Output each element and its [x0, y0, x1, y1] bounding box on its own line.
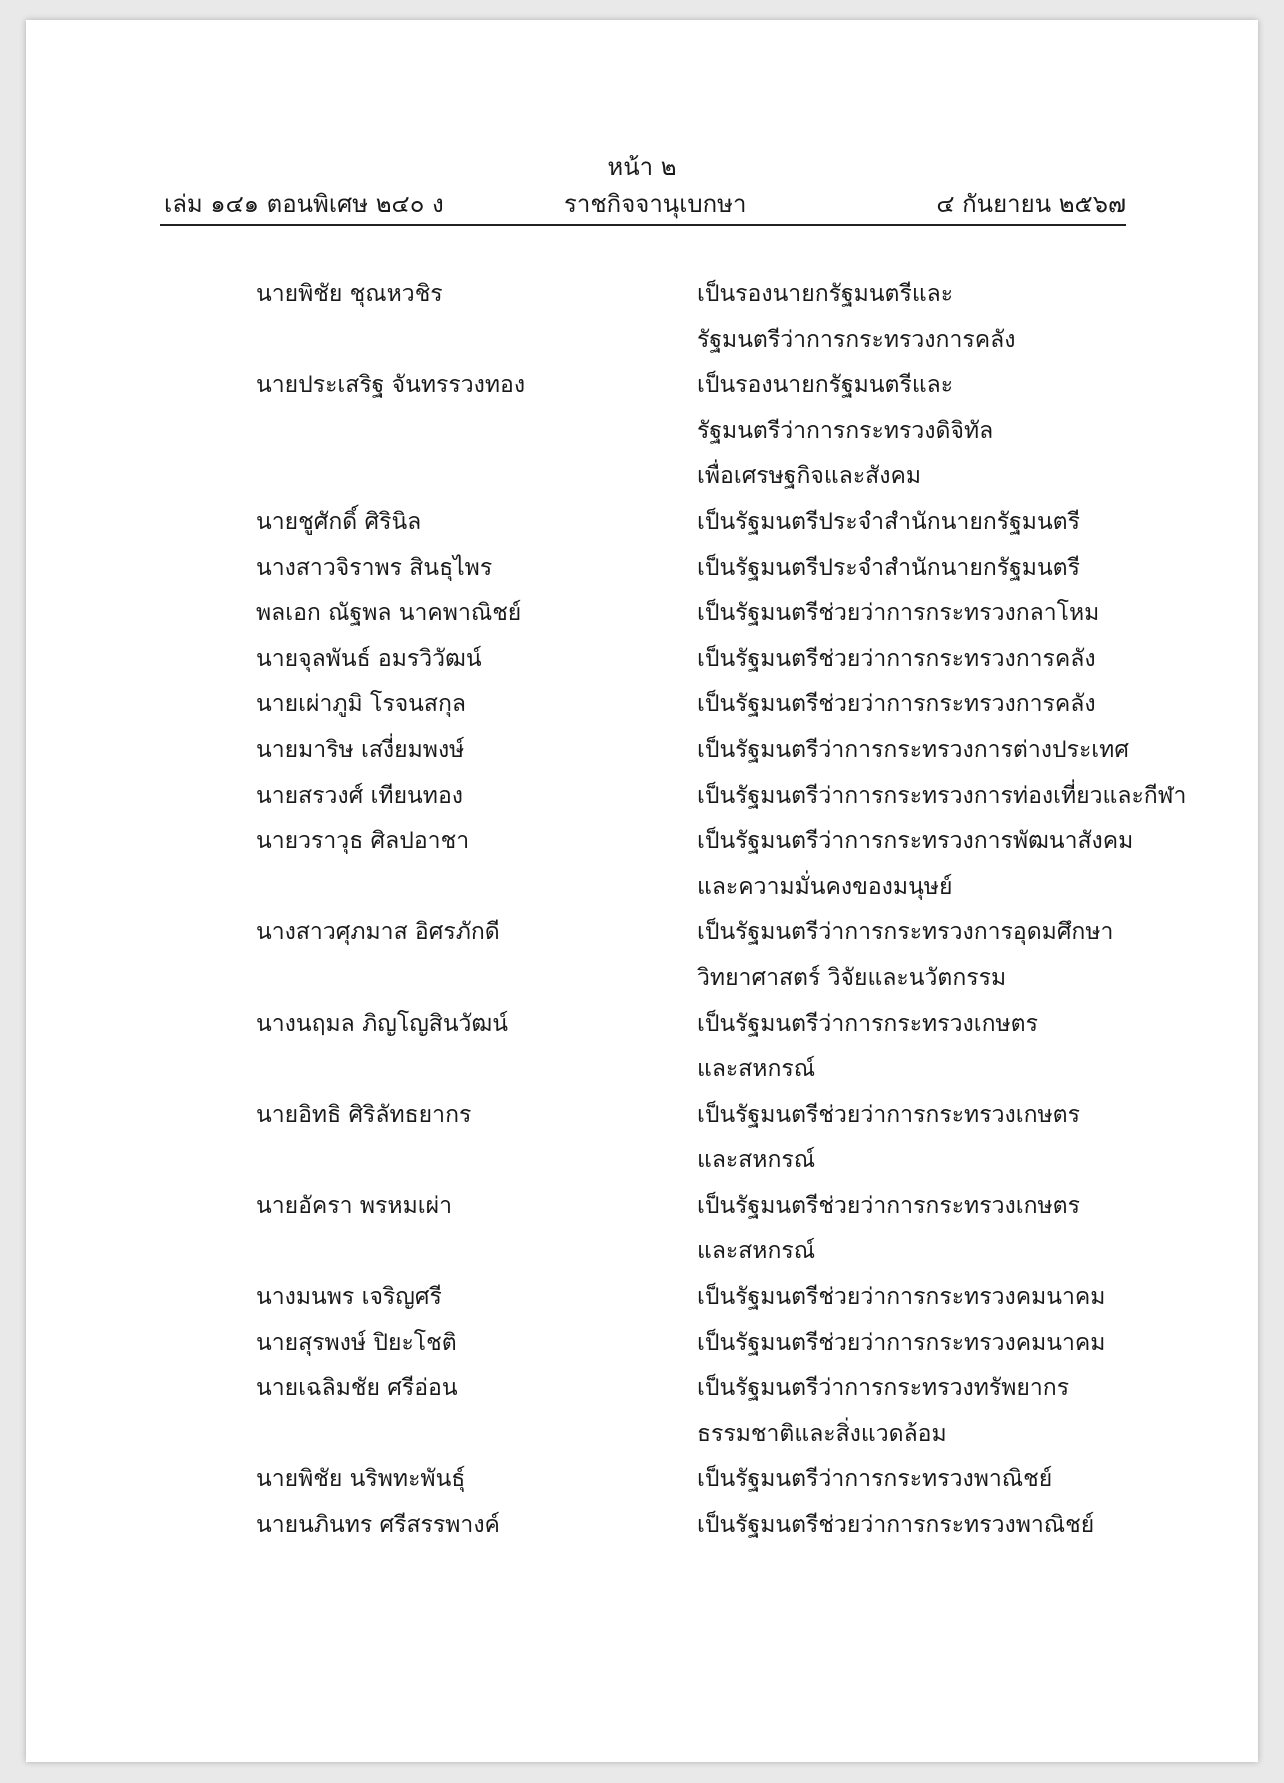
- position-line: เป็นรัฐมนตรีช่วยว่าการกระทรวงกลาโหม: [697, 600, 1100, 627]
- appointment-entry: [26, 728, 1258, 774]
- minister-name: นายประเสริฐ จันทรรวงทอง: [256, 372, 526, 399]
- position-line: เป็นรัฐมนตรีว่าการกระทรวงพาณิชย์: [697, 1466, 1053, 1493]
- appointment-entry: [26, 1184, 1258, 1275]
- position-line: เป็นรัฐมนตรีว่าการกระทรวงการท่องเที่ยวและกีฬา: [697, 782, 1187, 809]
- position-line: เป็นรัฐมนตรีช่วยว่าการกระทรวงเกษตร: [697, 1192, 1080, 1219]
- position-title: [697, 1366, 1147, 1457]
- position-title: [697, 774, 1187, 820]
- appointment-entry: [26, 682, 1258, 728]
- appointment-entry: [26, 1321, 1258, 1367]
- position-line: เป็นรองนายกรัฐมนตรีและ: [697, 372, 954, 399]
- position-title: [697, 1275, 1147, 1321]
- appointment-entry: [26, 774, 1258, 820]
- minister-name: พลเอก ณัฐพล นาคพาณิชย์: [256, 600, 522, 627]
- position-line: และสหกรณ์: [697, 1056, 816, 1083]
- position-title: [697, 363, 1147, 500]
- appointment-entry: [26, 1457, 1258, 1503]
- minister-name: นายเผ่าภูมิ โรจนสกุล: [256, 691, 466, 718]
- minister-name: นางสาวจิราพร สินธุไพร: [256, 554, 493, 581]
- position-title: [697, 1093, 1147, 1184]
- position-line: และสหกรณ์: [697, 1238, 816, 1265]
- position-line: เป็นรัฐมนตรีช่วยว่าการกระทรวงเกษตร: [697, 1101, 1080, 1128]
- minister-name: นายนภินทร ศรีสรรพางค์: [256, 1512, 500, 1539]
- appointment-entry: [26, 819, 1258, 910]
- appointment-entry: [26, 1275, 1258, 1321]
- position-line: ธรรมชาติและสิ่งแวดล้อม: [697, 1420, 947, 1447]
- position-title: [697, 1002, 1147, 1093]
- minister-name: นายจุลพันธ์ อมรวิวัฒน์: [256, 645, 482, 672]
- minister-name: นายสรวงศ์ เทียนทอง: [256, 782, 463, 809]
- position-title: [697, 500, 1147, 546]
- position-line: เป็นรัฐมนตรีว่าการกระทรวงการต่างประเทศ: [697, 736, 1129, 763]
- minister-name: นางมนพร เจริญศรี: [256, 1284, 442, 1311]
- minister-name: นายสุรพงษ์ ปิยะโชติ: [256, 1329, 457, 1356]
- publication-date: ๔ กันยายน ๒๕๖๗: [936, 190, 1126, 218]
- appointment-entry: [26, 1503, 1258, 1549]
- position-line: เป็นรัฐมนตรีว่าการกระทรวงเกษตร: [697, 1010, 1038, 1037]
- gazette-title: ราชกิจจานุเบกษา: [564, 190, 747, 218]
- position-title: [697, 819, 1147, 910]
- position-title: [697, 1184, 1147, 1275]
- appointment-entry: [26, 910, 1258, 1001]
- position-line: เป็นรัฐมนตรีประจำสำนักนายกรัฐมนตรี: [697, 554, 1080, 581]
- volume-issue: เล่ม ๑๔๑ ตอนพิเศษ ๒๔๐ ง: [164, 190, 444, 218]
- position-line: รัฐมนตรีว่าการกระทรวงการคลัง: [697, 326, 1016, 353]
- minister-name: นายเฉลิมชัย ศรีอ่อน: [256, 1375, 458, 1402]
- position-line: รัฐมนตรีว่าการกระทรวงดิจิทัล: [697, 417, 994, 444]
- appointment-entry: [26, 1366, 1258, 1457]
- header-rule: [160, 224, 1126, 226]
- minister-name: นายอิทธิ ศิริลัทธยากร: [256, 1101, 472, 1128]
- position-title: [697, 272, 1147, 363]
- minister-name: นายพิชัย นริพทะพันธุ์: [256, 1466, 466, 1493]
- position-line: เป็นรองนายกรัฐมนตรีและ: [697, 281, 954, 307]
- position-title: [697, 1321, 1147, 1367]
- position-line: เป็นรัฐมนตรีประจำสำนักนายกรัฐมนตรี: [697, 508, 1080, 535]
- appointment-entry: [26, 637, 1258, 683]
- appointment-entry: [26, 500, 1258, 546]
- position-line: เพื่อเศรษฐกิจและสังคม: [697, 463, 921, 490]
- position-line: และความมั่นคงของมนุษย์: [697, 873, 953, 900]
- appointment-entry: [26, 1002, 1258, 1093]
- position-title: [697, 1503, 1147, 1549]
- position-line: เป็นรัฐมนตรีว่าการกระทรวงการอุดมศึกษา: [697, 919, 1114, 946]
- position-title: [697, 910, 1147, 1001]
- appointment-entry: [26, 546, 1258, 592]
- appointment-entry: [26, 1093, 1258, 1184]
- minister-name: นายชูศักดิ์ ศิรินิล: [256, 508, 422, 535]
- position-line: วิทยาศาสตร์ วิจัยและนวัตกรรม: [697, 964, 1007, 991]
- position-line: เป็นรัฐมนตรีช่วยว่าการกระทรวงการคลัง: [697, 645, 1096, 672]
- position-title: [697, 682, 1147, 728]
- position-line: เป็นรัฐมนตรีว่าการกระทรวงการพัฒนาสังคม: [697, 828, 1134, 855]
- minister-name: นางสาวศุภมาส อิศรภักดี: [256, 919, 500, 946]
- appointment-list: [26, 272, 1258, 1549]
- position-line: เป็นรัฐมนตรีช่วยว่าการกระทรวงคมนาคม: [697, 1329, 1106, 1356]
- page-number: หน้า ๒: [607, 153, 677, 181]
- position-title: [697, 728, 1147, 774]
- appointment-entry: [26, 591, 1258, 637]
- running-header: [164, 186, 1126, 222]
- position-title: [697, 591, 1147, 637]
- position-line: เป็นรัฐมนตรีช่วยว่าการกระทรวงการคลัง: [697, 691, 1096, 718]
- minister-name: นายมาริษ เสงี่ยมพงษ์: [256, 736, 465, 763]
- minister-name: นายวราวุธ ศิลปอาชา: [256, 828, 470, 855]
- document-page: [26, 20, 1258, 1762]
- position-line: เป็นรัฐมนตรีว่าการกระทรวงทรัพยากร: [697, 1375, 1070, 1402]
- minister-name: นายพิชัย ชุณหวชิร: [256, 281, 443, 307]
- minister-name: นายอัครา พรหมเผ่า: [256, 1192, 452, 1219]
- position-line: เป็นรัฐมนตรีช่วยว่าการกระทรวงพาณิชย์: [697, 1512, 1095, 1539]
- position-line: และสหกรณ์: [697, 1147, 816, 1174]
- position-line: เป็นรัฐมนตรีช่วยว่าการกระทรวงคมนาคม: [697, 1284, 1106, 1311]
- minister-name: นางนฤมล ภิญโญสินวัฒน์: [256, 1010, 508, 1037]
- position-title: [697, 637, 1147, 683]
- appointment-entry: [26, 363, 1258, 500]
- position-title: [697, 546, 1147, 592]
- position-title: [697, 1457, 1147, 1503]
- appointment-entry: [26, 272, 1258, 363]
